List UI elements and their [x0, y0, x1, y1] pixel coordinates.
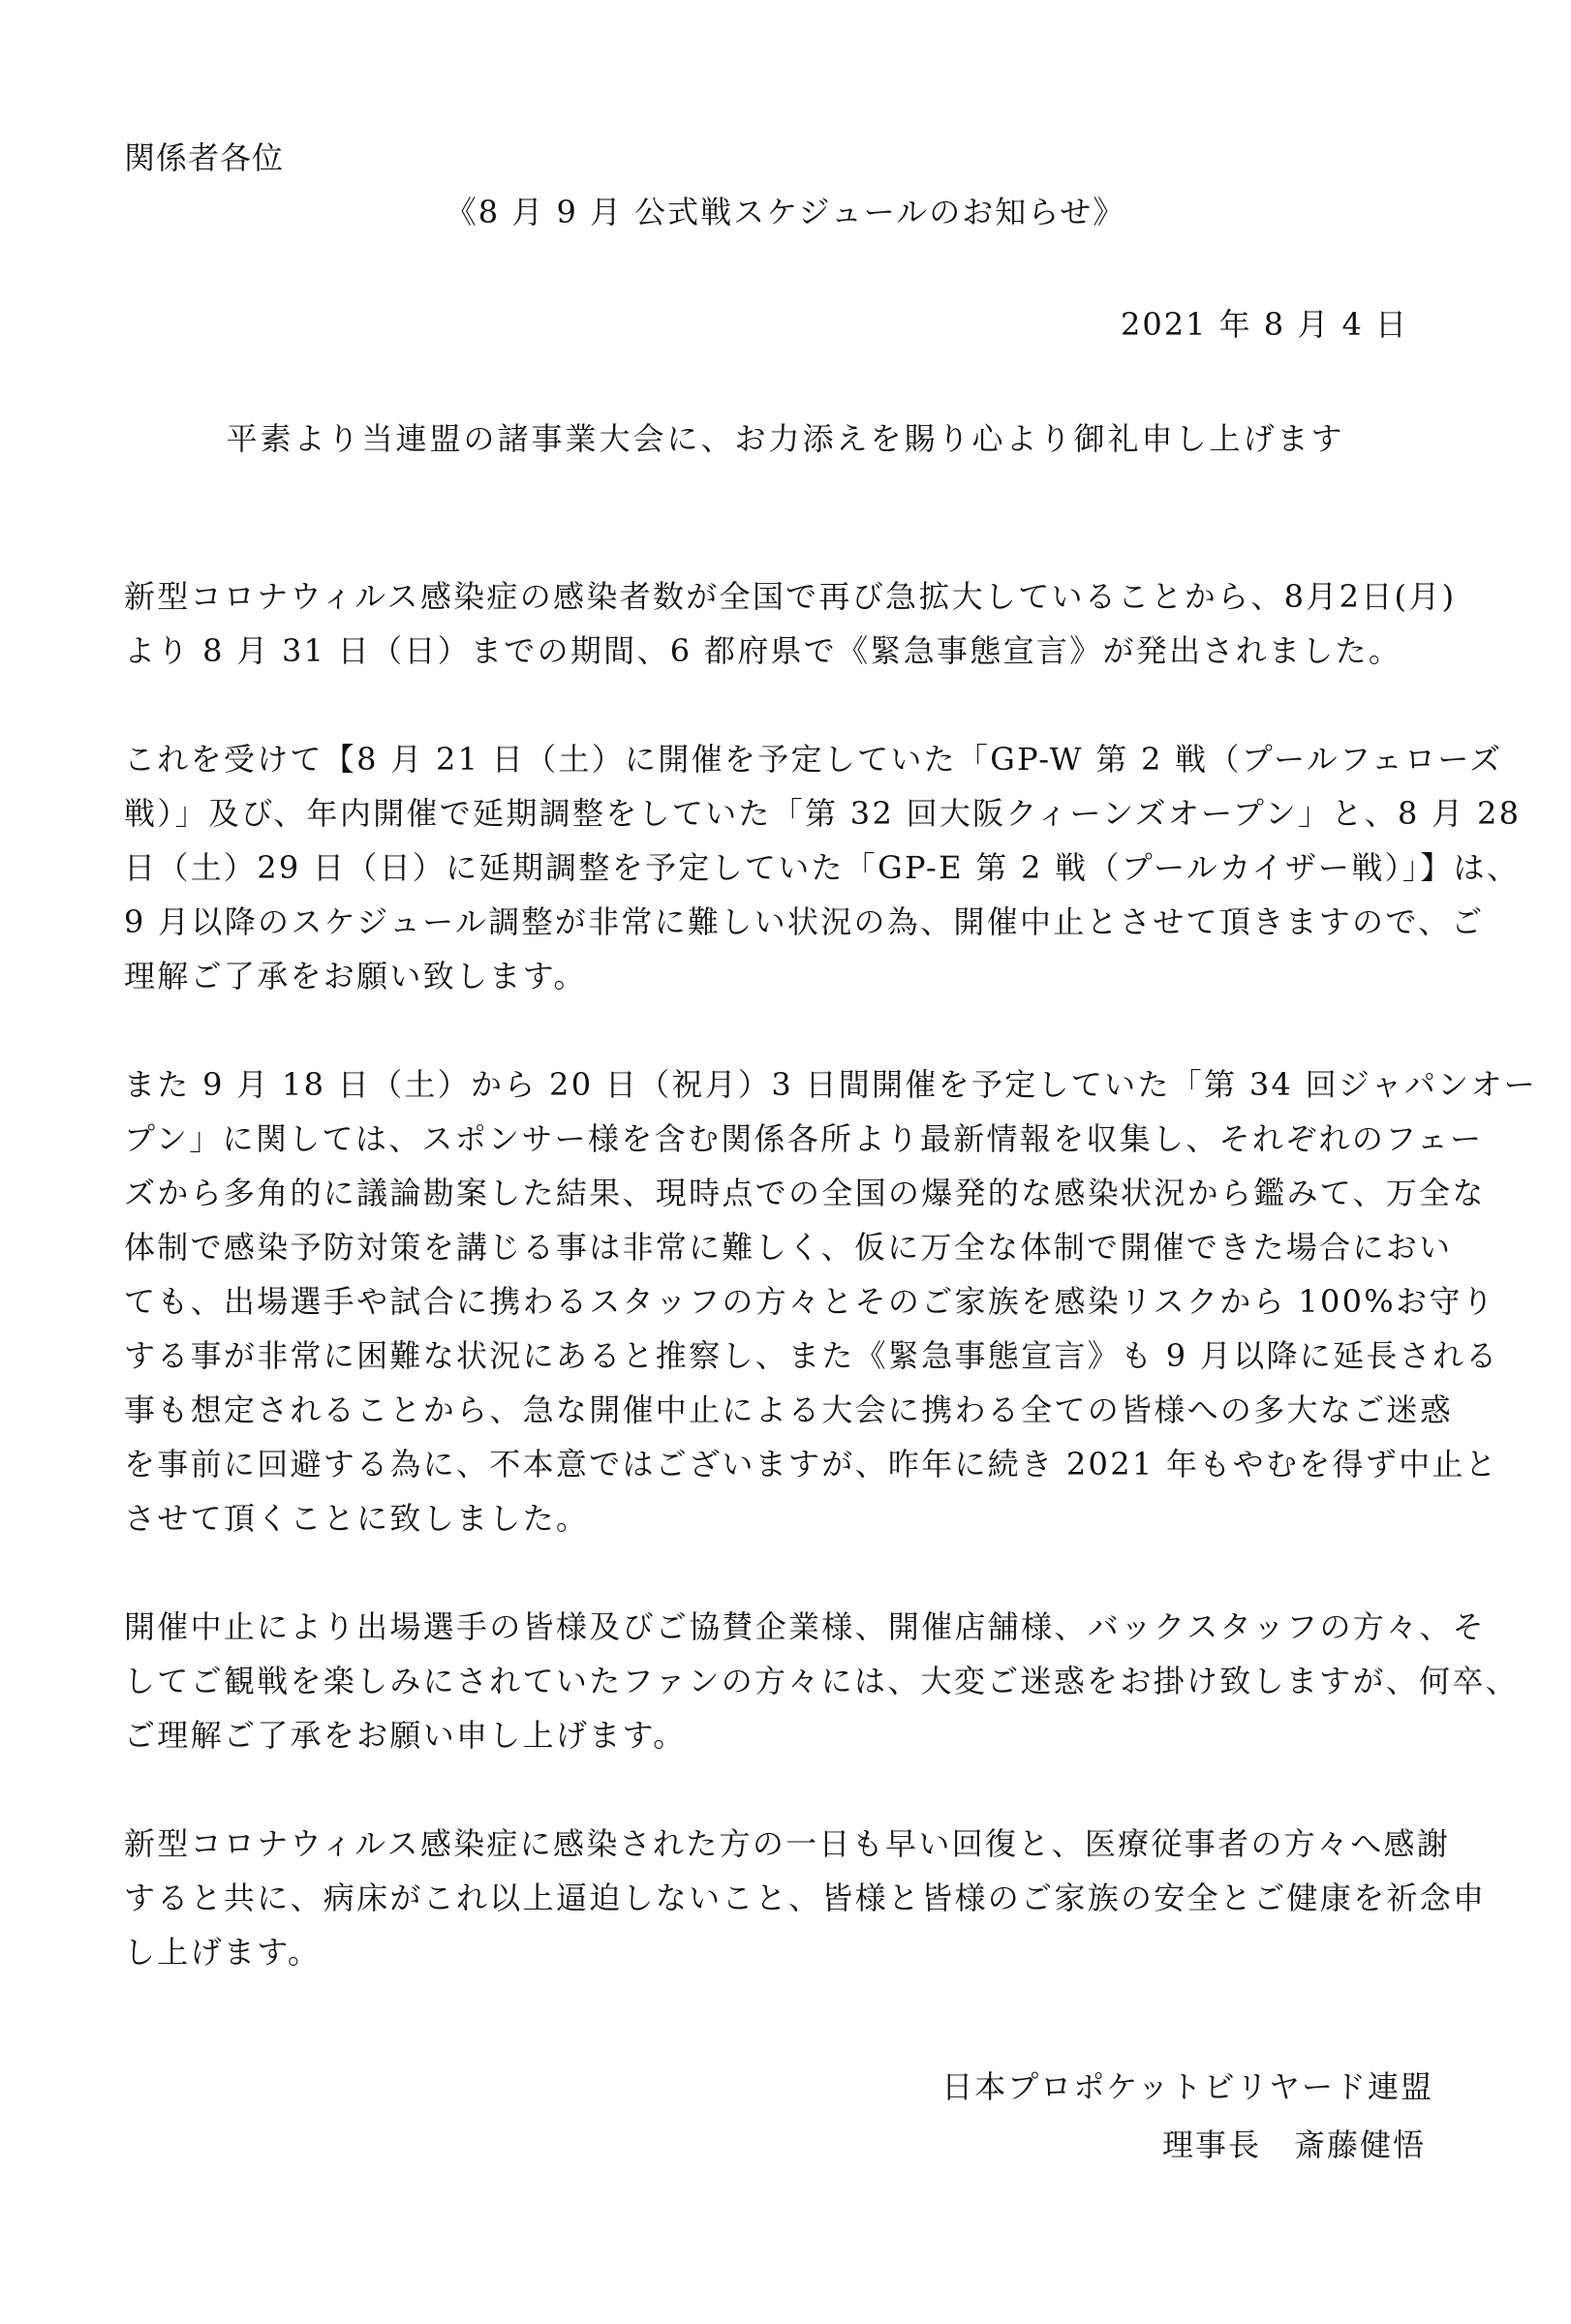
paragraph-closing-wishes	[124, 1817, 1487, 1979]
greeting: 平素より当連盟の諸事業大会に、お力添えを賜り心より御礼申し上げます	[226, 420, 1345, 457]
paragraph-line: ズから多角的に議論勘案した結果、現時点での全国の爆発的な感染状況から鑑みて、万全な	[124, 1175, 1486, 1211]
paragraph-august-cancellations	[124, 732, 1522, 1003]
paragraph-line: ても、出場選手や試合に携わるスタッフの方々とそのご家族を感染リスクから 100%お守り	[124, 1283, 1495, 1320]
paragraph-line: これを受けて【8 月 21 日（土）に開催を予定していた「GP-W 第 2 戦（プールフェローズ	[124, 741, 1503, 778]
paragraph-line: 戦）」及び、年内開催で延期調整をしていた「第 32 回大阪クィーンズオープン」と、8 月 28	[124, 795, 1522, 832]
paragraph-line: する事が非常に困難な状況にあると推察し、また《緊急事態宣言》も 9 月以降に延長される	[124, 1337, 1499, 1374]
paragraph-line: してご観戦を楽しみにされていたファンの方々には、大変ご迷惑をお掛け致しますが、何卒、	[124, 1663, 1519, 1699]
signature-organization: 日本プロポケットビリヤード連盟	[941, 2068, 1433, 2105]
body-text	[124, 569, 1538, 2034]
paragraph-line: 新型コロナウィルス感染症に感染された方の一日も早い回復と、医療従事者の方々へ感謝	[124, 1825, 1451, 1862]
addressee: 関係者各位	[124, 139, 285, 176]
paragraph-line: 体制で感染予防対策を講じる事は非常に難しく、仮に万全な体制で開催できた場合におい	[124, 1229, 1453, 1266]
paragraph-line: 開催中止により出場選手の皆様及びご協賛企業様、開催店舗様、バックスタッフの方々、そ	[124, 1608, 1486, 1645]
paragraph-line: より 8 月 31 日（日）までの期間、6 都府県で《緊急事態宣言》が発出されました。	[124, 632, 1402, 669]
paragraph-line: 新型コロナウィルス感染症の感染者数が全国で再び急拡大していることから、8月2日(月)	[124, 578, 1457, 615]
paragraph-emergency-declaration	[124, 569, 1480, 678]
paragraph-line: し上げます。	[124, 1934, 322, 1971]
signature-person: 理事長 斎藤健悟	[1161, 2126, 1426, 2163]
paragraph-line: プン」に関しては、スポンサー様を含む関係各所より最新情報を収集し、それぞれのフェー	[124, 1120, 1484, 1157]
paragraph-line: また 9 月 18 日（土）から 20 日（祝月）3 日間開催を予定していた「第 34 回ジャパンオー	[124, 1066, 1538, 1103]
paragraph-line: させて頂くことに致しました。	[124, 1500, 590, 1537]
paragraph-line: すると共に、病床がこれ以上逼迫しないこと、皆様と皆様のご家族の安全とご健康を祈念申	[124, 1880, 1487, 1916]
document-date: 2021 年 8 月 4 日	[1120, 306, 1408, 343]
paragraph-line: 日（土）29 日（日）に延期調整を予定していた「GP-E 第 2 戦（プールカイザー戦）」】は、	[124, 849, 1521, 886]
paragraph-line: ご理解ご了承をお願い申し上げます。	[124, 1717, 687, 1754]
paragraph-line: を事前に回避する為に、不本意ではございますが、昨年に続き 2021 年もやむを得ず中止と	[124, 1446, 1498, 1483]
paragraph-japan-open-cancellation	[124, 1057, 1538, 1545]
paragraph-line: 9 月以降のスケジュール調整が非常に難しい状況の為、開催中止とさせて頂きますので、ご	[124, 903, 1485, 940]
paragraph-apology	[124, 1600, 1519, 1762]
paragraph-line: 理解ご了承をお願い致します。	[124, 958, 587, 994]
paragraph-line: 事も想定されることから、急な開催中止による大会に携わる全ての皆様への多大なご迷惑	[124, 1391, 1454, 1428]
document-title: 《8 月 9 月 公式戦スケジュールのお知らせ》	[445, 194, 1126, 230]
